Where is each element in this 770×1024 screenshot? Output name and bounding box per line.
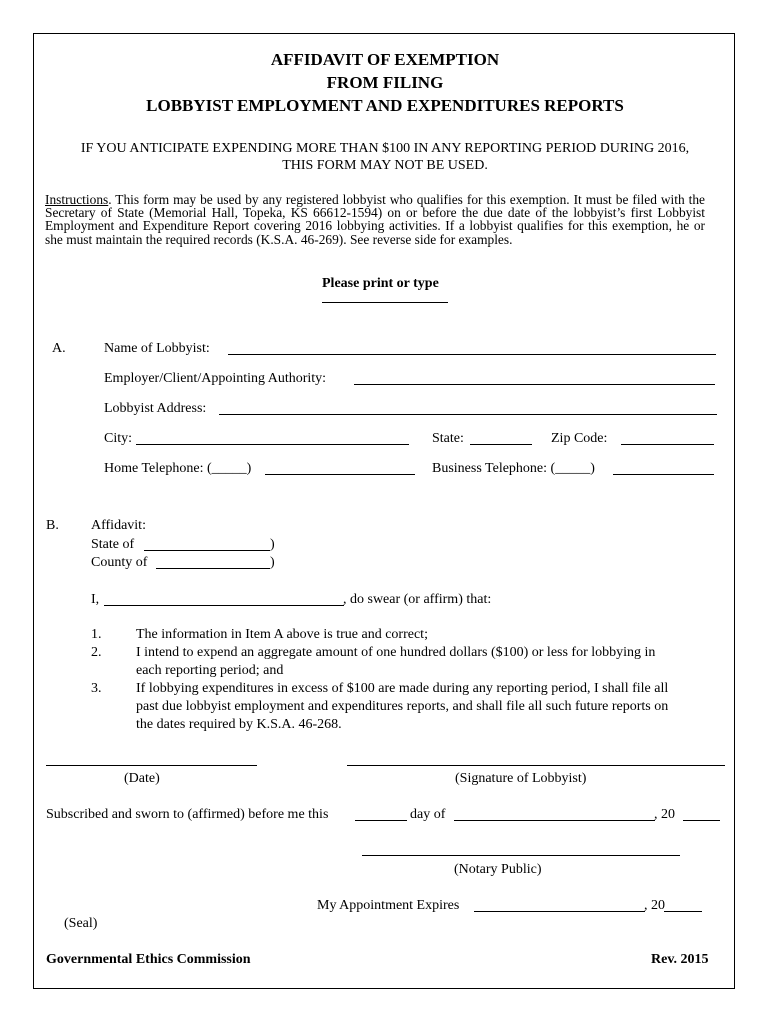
footer-commission: Governmental Ethics Commission xyxy=(46,952,251,967)
signature-label: (Signature of Lobbyist) xyxy=(455,771,587,786)
instructions-text: . This form may be used by any registered lobbyist who qualifies for this exemption. It must be filed with the Secretary of State (Memorial Hall, Topeka, KS 66612-1594) on or before the due date of the lobbyist’s first Lobbyist Employment and Expenditure Report covering 2016 lobbying activities. If a lobbyist qualifies for this exemption, he or she must maintain the required records (K.S.A. 46-269). See reverse side for examples. xyxy=(45,192,705,247)
day-of-label: day of xyxy=(410,807,446,822)
affiant-name-field[interactable] xyxy=(104,605,344,606)
county-of-label: County of xyxy=(91,555,148,570)
swear-prefix: I, xyxy=(91,592,100,607)
form-title-line-1: AFFIDAVIT OF EXEMPTION xyxy=(270,50,500,69)
home-phone-label: Home Telephone: (_____) xyxy=(104,461,252,476)
section-b-letter: B. xyxy=(46,518,59,533)
business-phone-field[interactable] xyxy=(613,474,714,475)
swear-suffix: , do swear (or affirm) that: xyxy=(343,592,492,607)
notary-day-field[interactable] xyxy=(355,820,407,821)
state-of-field[interactable] xyxy=(144,550,270,551)
county-of-paren: ) xyxy=(270,555,275,570)
state-label: State: xyxy=(432,431,464,446)
city-label: City: xyxy=(104,431,133,446)
state-of-label: State of xyxy=(91,537,135,552)
item-2-number: 2. xyxy=(91,645,102,660)
notary-public-field[interactable] xyxy=(362,855,680,856)
print-note-underline xyxy=(322,302,448,303)
affidavit-label: Affidavit: xyxy=(91,518,146,533)
appointment-date-field[interactable] xyxy=(474,911,645,912)
home-phone-field[interactable] xyxy=(265,474,415,475)
zip-field[interactable] xyxy=(621,444,714,445)
item-3-text-line-2: past due lobbyist employment and expenditures reports, and shall file all such future reports on xyxy=(136,699,669,714)
date-field[interactable] xyxy=(46,765,257,766)
item-3-text-line-3: the dates required by K.S.A. 46-268. xyxy=(136,717,342,732)
lobbyist-name-label: Name of Lobbyist: xyxy=(104,341,210,356)
appointment-label: My Appointment Expires xyxy=(317,898,460,913)
form-border xyxy=(33,33,735,989)
employer-field[interactable] xyxy=(354,384,715,385)
notary-year-prefix: , 20 xyxy=(654,807,675,822)
item-3-number: 3. xyxy=(91,681,102,696)
date-label: (Date) xyxy=(124,771,160,786)
item-2-text-line-1: I intend to expend an aggregate amount of one hundred dollars ($100) or less for lobbying in xyxy=(136,645,656,660)
item-1-number: 1. xyxy=(91,627,102,642)
instructions-label: Instructions xyxy=(45,192,109,207)
zip-label: Zip Code: xyxy=(551,431,608,446)
item-1-text: The information in Item A above is true and correct; xyxy=(136,627,428,642)
notary-public-label: (Notary Public) xyxy=(454,862,542,877)
item-3-text-line-1: If lobbying expenditures in excess of $100 are made during any reporting period, I shall file all xyxy=(136,681,669,696)
notary-month-field[interactable] xyxy=(454,820,655,821)
business-phone-label: Business Telephone: (_____) xyxy=(432,461,595,476)
address-field[interactable] xyxy=(219,414,717,415)
state-field[interactable] xyxy=(470,444,532,445)
section-a-letter: A. xyxy=(52,341,66,356)
lobbyist-name-field[interactable] xyxy=(228,354,716,355)
appointment-year-prefix: , 20 xyxy=(644,898,665,913)
address-label: Lobbyist Address: xyxy=(104,401,207,416)
footer-revision: Rev. 2015 xyxy=(651,952,709,967)
employer-label: Employer/Client/Appointing Authority: xyxy=(104,371,327,386)
form-title-line-2: FROM FILING xyxy=(326,73,444,92)
county-of-field[interactable] xyxy=(156,568,270,569)
notary-year-field[interactable] xyxy=(683,820,720,821)
signature-field[interactable] xyxy=(347,765,725,766)
item-2-text-line-2: each reporting period; and xyxy=(136,663,284,678)
form-title-line-3: LOBBYIST EMPLOYMENT AND EXPENDITURES REPORTS xyxy=(146,96,624,115)
warning-line-1: IF YOU ANTICIPATE EXPENDING MORE THAN $100 IN ANY REPORTING PERIOD DURING 2016, xyxy=(80,141,690,156)
city-field[interactable] xyxy=(136,444,409,445)
subscribed-text: Subscribed and sworn to (affirmed) before me this xyxy=(46,807,329,822)
seal-label: (Seal) xyxy=(64,916,98,931)
warning-line-2: THIS FORM MAY NOT BE USED. xyxy=(282,158,488,173)
appointment-year-field[interactable] xyxy=(664,911,702,912)
instructions-paragraph xyxy=(45,193,705,246)
state-of-paren: ) xyxy=(270,537,275,552)
print-note: Please print or type xyxy=(322,276,439,291)
